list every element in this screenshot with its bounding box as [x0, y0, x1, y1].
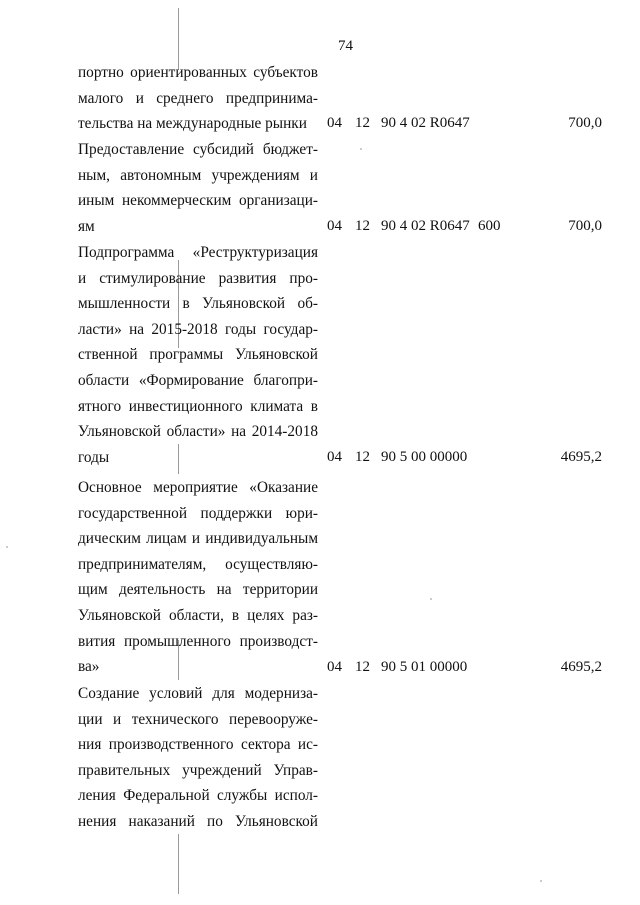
page-number: 74 [338, 38, 353, 54]
scan-speck [540, 880, 542, 882]
description-line: правительных учреждений Управ- [78, 761, 318, 779]
target-article-code: 90 4 02 R0647 [381, 218, 470, 234]
description-line: ния производственного сектора ис- [78, 736, 318, 754]
description-line: щим деятельность на территории [78, 581, 318, 599]
description-line: ления Федеральной службы испол- [78, 787, 318, 805]
amount: 4695,2 [560, 449, 602, 465]
description-line: Предоставление субсидий бюджет- [78, 141, 318, 158]
subsection-code: 12 [355, 218, 370, 234]
subsection-code: 12 [355, 115, 370, 131]
scan-speck [360, 148, 362, 150]
description-line: годы [78, 448, 110, 466]
description-line: области «Формирование благопри- [78, 371, 318, 389]
description-line: Ульяновской области» на 2014-2018 [78, 423, 318, 441]
row-description [78, 681, 318, 835]
amount: 700,0 [568, 115, 602, 131]
description-line: Подпрограмма «Реструктуризация [78, 244, 318, 261]
description-line: тельства на международные рынки [78, 115, 307, 133]
target-article-code: 90 4 02 R0647 [381, 115, 470, 131]
target-article-code: 90 5 00 00000 [381, 449, 468, 465]
description-line: ственной программы Ульяновской [78, 346, 318, 364]
row-description [78, 137, 318, 239]
description-line: Основное мероприятие «Оказание [78, 479, 318, 496]
row-description [78, 60, 318, 137]
subsection-code: 12 [355, 449, 370, 465]
description-line: портно ориентированных субъектов [78, 64, 318, 81]
section-code: 04 [327, 449, 342, 465]
description-line: ятного инвестиционного климата в [78, 397, 318, 415]
description-line: Создание условий для модерниза- [78, 685, 318, 702]
scan-artifact-line [178, 834, 179, 894]
scan-speck [430, 598, 432, 600]
scan-speck [6, 546, 8, 548]
row-description [78, 240, 318, 470]
section-code: 04 [327, 659, 342, 675]
amount: 700,0 [568, 218, 602, 234]
description-line: государственной поддержки юри- [78, 504, 318, 522]
section-code: 04 [327, 218, 342, 234]
row-description [78, 475, 318, 680]
description-line: вития промышленного производст- [78, 632, 318, 650]
section-code: 04 [327, 115, 342, 131]
description-line: нения наказаний по Ульяновской [78, 812, 318, 830]
description-line: и стимулирование развития про- [78, 269, 318, 287]
description-line: ям [78, 217, 95, 235]
description-line: ва» [78, 658, 100, 676]
description-line: Ульяновской области, в целях раз- [78, 606, 318, 624]
subsection-code: 12 [355, 659, 370, 675]
amount: 4695,2 [560, 659, 602, 675]
description-line: иным некоммерческим организаци- [78, 192, 318, 210]
description-line: предпринимателям, осуществляю- [78, 555, 318, 573]
description-line: дическим лицам и индивидуальным [78, 530, 318, 548]
description-line: ным, автономным учреждениям и [78, 166, 318, 184]
description-line: малого и среднего предпринима- [78, 89, 318, 107]
description-line: ции и технического перевооруже- [78, 710, 318, 728]
expense-type-code: 600 [478, 218, 501, 234]
description-line: мышленности в Ульяновской об- [78, 295, 318, 313]
target-article-code: 90 5 01 00000 [381, 659, 468, 675]
description-line: ласти» на 2015-2018 годы государ- [78, 320, 318, 338]
